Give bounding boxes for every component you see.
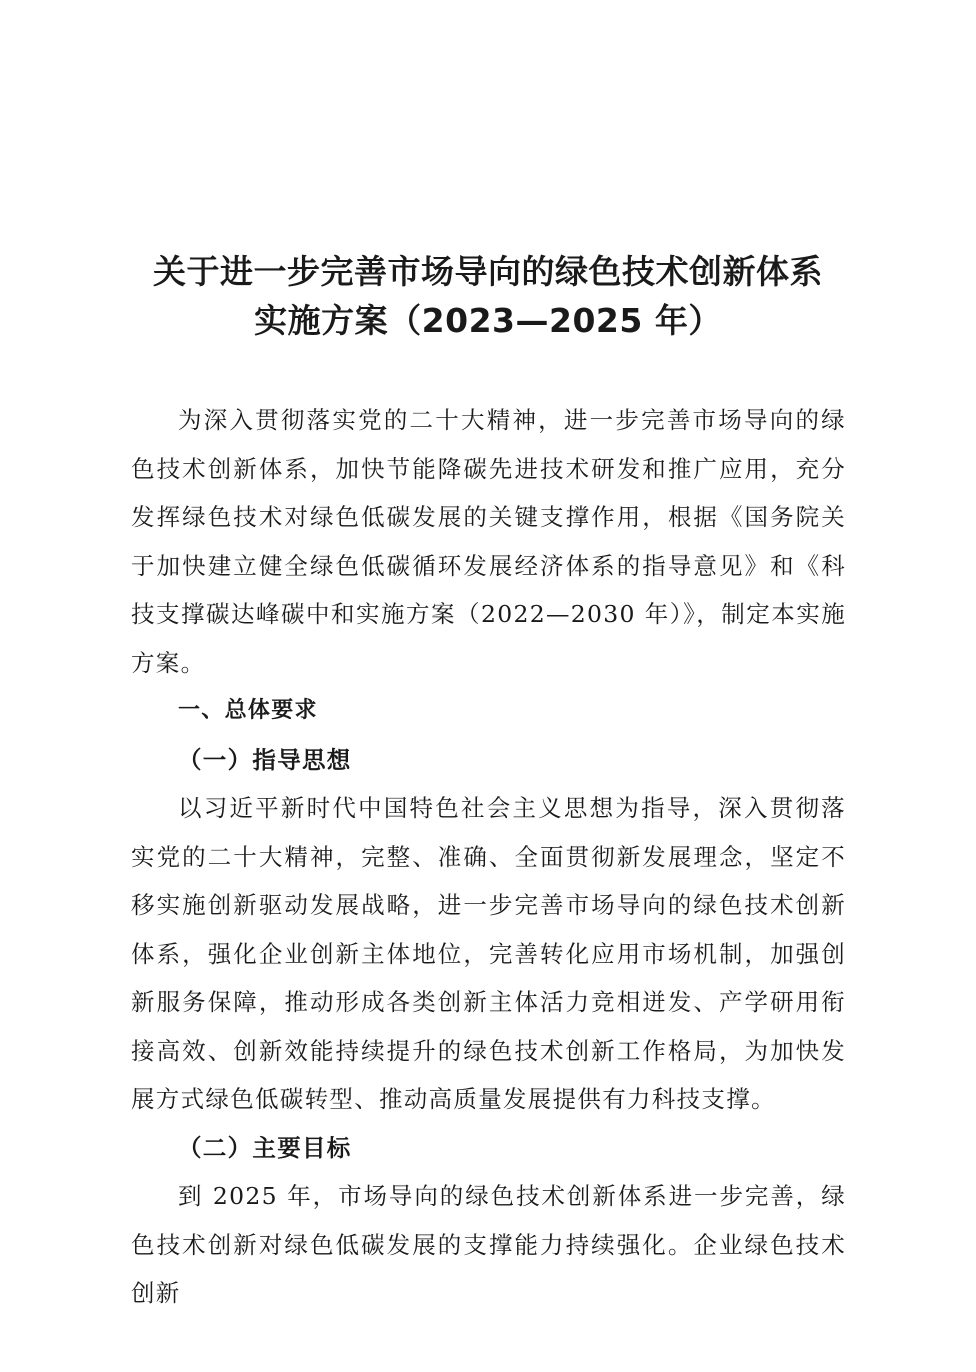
subsection-heading-main-goals: （二）主要目标 xyxy=(178,1133,352,1162)
document-title-line-2: 实施方案（2023—2025 年） xyxy=(254,301,722,340)
main-goals-paragraph: 到 2025 年，市场导向的绿色技术创新体系进一步完善，绿色技术创新对绿色低碳发展的支撑能力持续强化。企业绿色技术创新 xyxy=(131,1182,846,1307)
document-title-line-1: 关于进一步完善市场导向的绿色技术创新体系 xyxy=(153,252,823,291)
subsection-heading-guiding-ideology: （一）指导思想 xyxy=(178,745,352,774)
section-heading-general-requirements: 一、总体要求 xyxy=(178,698,318,723)
document-body xyxy=(131,396,846,1318)
guiding-ideology-paragraph: 以习近平新时代中国特色社会主义思想为指导，深入贯彻落实党的二十大精神，完整、准确、全面贯彻新发展理念，坚定不移实施创新驱动发展战略，进一步完善市场导向的绿色技术创新体系，强化企业创新主体地位，完善转化应用市场机制，加强创新服务保障，推动形成各类创新主体活力竞相迸发、产学研用衔接高效、创新效能持续提升的绿色技术创新工作格局，为加快发展方式绿色低碳转型、推动高质量发展提供有力科技支撑。 xyxy=(131,794,846,1113)
intro-paragraph: 为深入贯彻落实党的二十大精神，进一步完善市场导向的绿色技术创新体系，加快节能降碳先进技术研发和推广应用，充分发挥绿色技术对绿色低碳发展的关键支撑作用，根据《国务院关于加快建立健全绿色低碳循环发展经济体系的指导意见》和《科技支撑碳达峰碳中和实施方案（2022—2030 年）》，制定本实施方案。 xyxy=(131,406,846,677)
